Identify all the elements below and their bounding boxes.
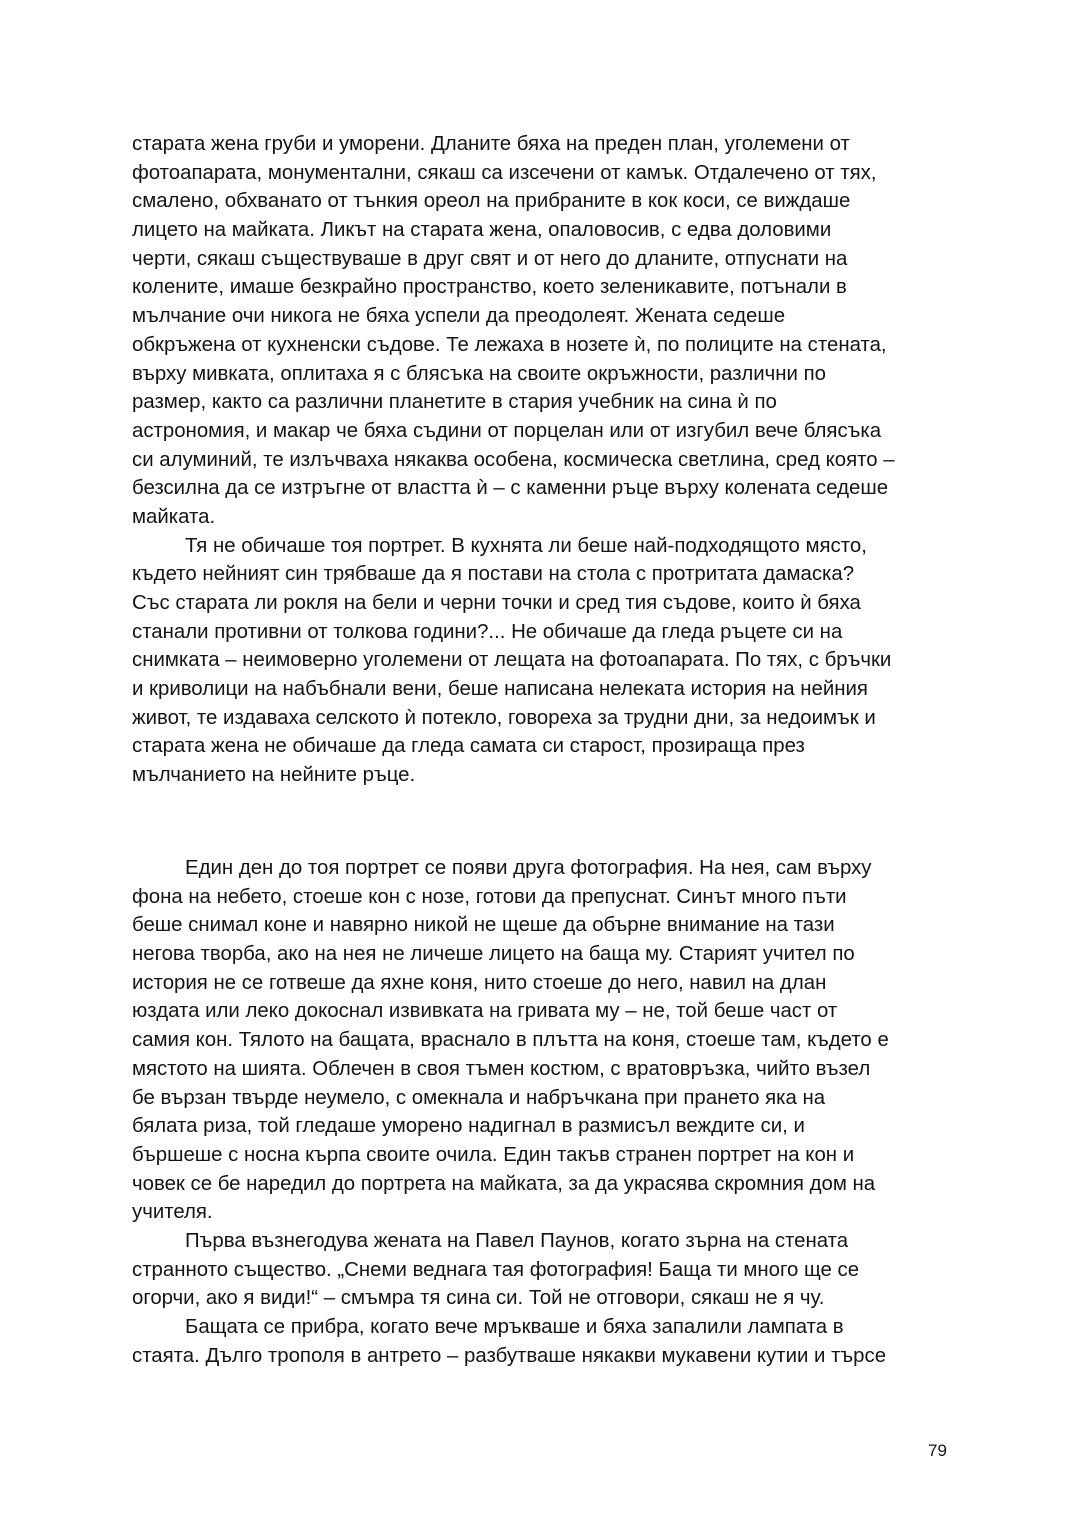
text-line: лицето на майката. Ликът на старата жена, опаловосив, с едва доловими	[132, 219, 832, 242]
text-line: си алуминий, те излъчваха някаква особена, космическа светлина, сред която –	[132, 448, 895, 471]
text-line: черти, сякаш съществуваше в друг свят и от него до дланите, отпуснати на	[132, 247, 848, 270]
text-line: юздата или леко докоснал извивката на гривата му – не, той беше част от	[132, 1000, 838, 1023]
text-line: Със старата ли рокля на бели и черни точки и сред тия съдове, които ѝ бяха	[132, 592, 861, 614]
text-line: човек се бе наредил до портрета на майката, за да украсява скромния дом на	[132, 1172, 876, 1195]
text-block-1	[132, 130, 946, 790]
text-line: безсилна да се изтръгне от властта ѝ – с каменни ръце върху колената седеше	[132, 477, 889, 500]
text-line: и криволици на набъбнали вени, беше написана нелеката история на нейния	[132, 678, 868, 701]
text-line: астрономия, и макар че бяха съдини от порцелан или от изгубил вече блясъка	[132, 419, 882, 442]
text-line: история не се готвеше да яхне коня, нито стоеше до него, навил на длан	[132, 971, 827, 994]
text-line: бе вързан твърде неумело, с омекнала и набръчкана при прането яка на	[132, 1086, 826, 1109]
paragraph-first-line: Бащата се прибра, когато вече мръкваше и бяха запалили лампата в	[185, 1316, 844, 1338]
text-line: беше снимал коне и навярно никой не щеше да обърне внимание на тази	[132, 914, 835, 937]
text-line: старата жена не обичаше да гледа самата си старост, прозираща през	[132, 735, 805, 758]
text-block-2	[132, 854, 946, 1370]
text-line: върху мивката, оплитаха я с блясъка на своите окръжности, различни по	[132, 362, 826, 385]
text-line: старата жена груби и уморени. Дланите бяха на преден план, уголемени от	[132, 133, 850, 155]
text-line: странното същество. „Снеми веднага тая фотография! Баща ти много ще се	[132, 1258, 860, 1281]
text-line: мястото на шията. Облечен в своя тъмен костюм, с вратовръзка, чийто възел	[132, 1057, 871, 1080]
text-line: смалено, обхванато от тънкия ореол на прибраните в кок коси, се виждаше	[132, 190, 851, 213]
text-line: учителя.	[132, 1201, 213, 1224]
text-line: майката.	[132, 505, 216, 528]
text-line: стаята. Дълго трополя в антрето – разбутваше някакви мукавени кутии и търсе	[132, 1344, 887, 1367]
paragraph-first-line: Тя не обичаше тоя портрет. В кухнята ли беше най-подходящото място,	[185, 534, 867, 557]
text-line: бършеше с носна кърпа своите очила. Един такъв странен портрет на кон и	[132, 1143, 855, 1166]
text-line: бялата риза, той гледаше уморено надигнал в размисъл веждите си, и	[132, 1115, 805, 1138]
text-line: мълчанието на нейните ръце.	[132, 764, 416, 787]
page-number: 79	[928, 1441, 947, 1460]
text-line: негова творба, ако на нея не личеше лицето на баща му. Старият учител по	[132, 943, 855, 966]
text-line: мълчание очи никога не бяха успели да преодолеят. Жената седеше	[132, 305, 786, 328]
text-line: фотоапарата, монументални, сякаш са изсечени от камък. Отдалечено от тях,	[132, 161, 877, 184]
text-line: където нейният син трябваше да я постави на стола с протритата дамаска?	[132, 563, 855, 586]
text-line: фона на небето, стоеше кон с нозе, готови да препуснат. Синът много пъти	[132, 885, 847, 908]
text-line: самия кон. Тялото на бащата, враснало в плътта на коня, стоеше там, където е	[132, 1029, 889, 1052]
text-line: снимката – неимоверно уголемени от лещата на фотоапарата. По тях, с бръчки	[132, 649, 892, 672]
paragraph-first-line: Първа възнегодува жената на Павел Паунов, когато зърна на стената	[185, 1229, 849, 1252]
text-line: колените, имаше безкрайно пространство, което зеленикавите, потънали в	[132, 276, 847, 299]
paragraph-first-line: Един ден до тоя портрет се появи друга фотография. На нея, сам върху	[185, 857, 872, 879]
text-line: живот, те издаваха селското ѝ потекло, говореха за трудни дни, за недоимък и	[132, 706, 876, 729]
text-line: огорчи, ако я види!“ – смъмра тя сина си. Той не отговори, сякаш не я чу.	[132, 1287, 825, 1310]
text-line: станали противни от толкова години?... Не обичаше да гледа ръцете си на	[132, 620, 843, 643]
text-line: обкръжена от кухненски съдове. Те лежаха в нозете ѝ, по полиците на стената,	[132, 333, 887, 356]
text-line: размер, както са различни планетите в стария учебник на сина ѝ по	[132, 391, 777, 414]
